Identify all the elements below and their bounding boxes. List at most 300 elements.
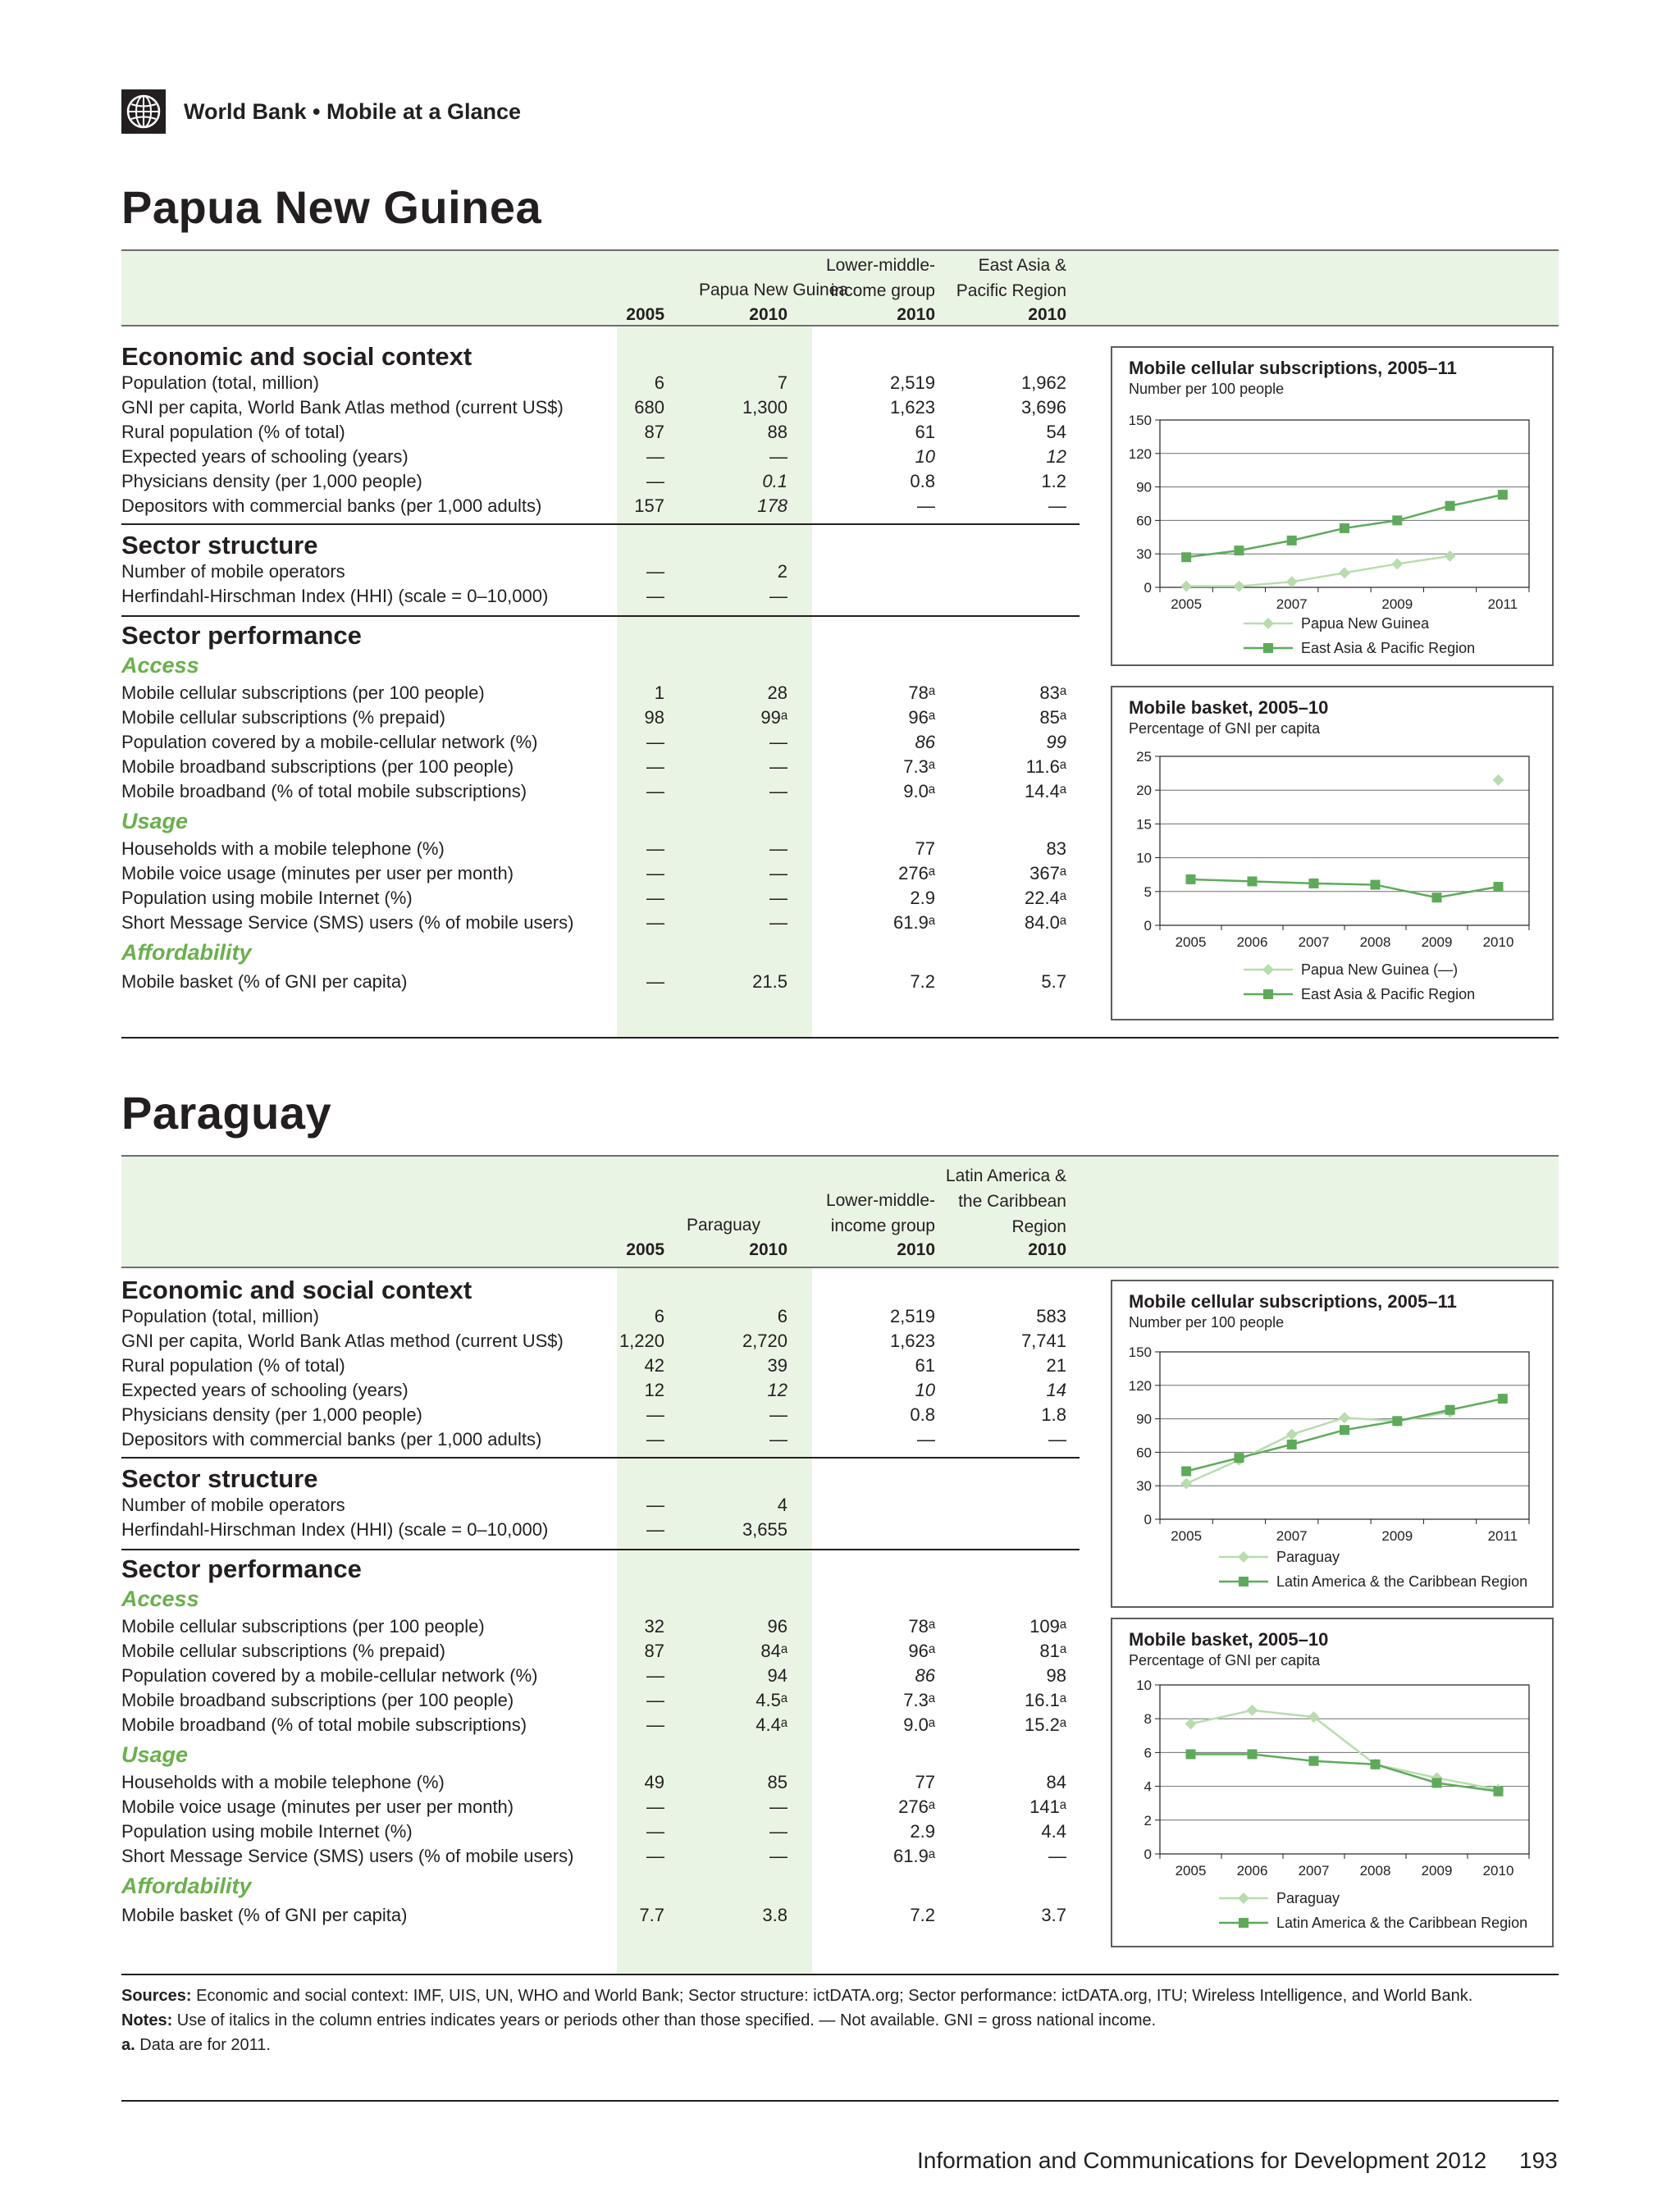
data-point <box>1391 558 1403 569</box>
row-value: 1,220 <box>619 1331 664 1351</box>
row-value: 12 <box>644 1380 664 1400</box>
row-value: 86 <box>915 1665 935 1686</box>
row-value: — <box>646 1404 664 1425</box>
table-row <box>121 681 1080 705</box>
table-row <box>121 1304 1080 1329</box>
data-point <box>1234 546 1244 555</box>
row-value: — <box>646 586 664 606</box>
table-row <box>121 1354 1080 1378</box>
row-value: 21 <box>1046 1355 1066 1376</box>
row-value: 81ᵃ <box>1039 1641 1066 1661</box>
legend-marker <box>1238 1551 1249 1563</box>
row-value: 1 <box>654 682 664 703</box>
data-point <box>1494 1787 1504 1796</box>
row-label: Number of mobile operators <box>121 561 345 582</box>
row-value: — <box>646 446 664 467</box>
y-tick-label: 120 <box>1128 445 1152 462</box>
data-point <box>1185 1718 1197 1729</box>
row-value: 21.5 <box>752 971 788 992</box>
row-value: 5.7 <box>1041 971 1066 992</box>
data-point <box>1180 1477 1192 1489</box>
chart-svg <box>1112 687 1552 1019</box>
data-point <box>1392 515 1402 525</box>
row-value: — <box>1048 1429 1066 1449</box>
row-value: — <box>646 1495 664 1515</box>
row-value: 78ᵃ <box>908 682 935 703</box>
legend-marker <box>1239 1577 1249 1586</box>
row-value: 1,962 <box>1020 372 1066 393</box>
chart-subtitle: Percentage of GNI per capita <box>1129 720 1321 737</box>
table-row <box>121 494 1080 518</box>
section-sector-structure: Sector structure <box>121 1464 318 1493</box>
table-row <box>121 705 1080 730</box>
row-value: 0.1 <box>762 471 788 491</box>
row-label: Mobile broadband (% of total mobile subscriptions) <box>121 1714 527 1735</box>
country-title: Paraguay <box>121 1087 332 1139</box>
data-point <box>1494 882 1504 892</box>
subsection-usage: Usage <box>121 809 189 833</box>
series-line <box>1191 1754 1499 1791</box>
y-tick-label: 120 <box>1128 1377 1152 1394</box>
row-value: 15.2ᵃ <box>1024 1714 1066 1735</box>
y-tick-label: 10 <box>1136 850 1152 866</box>
data-point <box>1248 876 1258 886</box>
row-value: 83ᵃ <box>1039 682 1066 703</box>
row-label: Depositors with commercial banks (per 1,000 adults) <box>121 495 542 516</box>
data-point <box>1234 1453 1244 1463</box>
table-row <box>121 1844 1080 1869</box>
row-value: 94 <box>767 1665 788 1686</box>
row-value: 276ᵃ <box>898 1796 935 1817</box>
row-value: — <box>769 781 788 801</box>
chart-subtitle: Number per 100 people <box>1129 381 1285 397</box>
row-value: 1,300 <box>742 397 788 418</box>
row-value: 39 <box>767 1355 788 1376</box>
table-row <box>121 395 1080 420</box>
plot-frame <box>1160 420 1529 587</box>
row-value: 77 <box>915 1772 935 1792</box>
row-value: 7.3ᵃ <box>903 1690 935 1710</box>
x-tick-label: 2005 <box>1171 1528 1203 1544</box>
x-tick-label: 2008 <box>1359 1863 1391 1879</box>
chart-svg <box>1112 1281 1552 1606</box>
table-row <box>121 1713 1080 1737</box>
header-rule <box>121 1267 1559 1268</box>
series-line <box>1186 556 1449 587</box>
footnote-notes: Notes: Use of italics in the column entries indicates years or periods other than those specified. — Not available. GNI = gross national income. <box>121 2011 1157 2029</box>
row-value: 141ᵃ <box>1029 1796 1066 1817</box>
row-value: 28 <box>767 682 788 703</box>
row-label: Expected years of schooling (years) <box>121 1380 409 1400</box>
table-row <box>121 584 1080 609</box>
row-value: 0.8 <box>910 471 935 491</box>
row-value: — <box>646 732 664 752</box>
x-tick-label: 2007 <box>1276 596 1308 612</box>
country-bottom-rule <box>121 1974 1559 1975</box>
row-value: — <box>1048 495 1066 516</box>
row-value: 7.2 <box>910 1905 935 1925</box>
row-label: Depositors with commercial banks (per 1,000 adults) <box>121 1429 542 1449</box>
data-point <box>1181 1467 1191 1477</box>
row-value: 4.4 <box>1041 1821 1066 1842</box>
subsection-affordability: Affordability <box>121 940 252 965</box>
subsection-access: Access <box>121 1586 199 1611</box>
publication-title: Information and Communications for Development 2012 <box>917 2148 1487 2173</box>
row-value: 3.8 <box>762 1905 788 1925</box>
row-value: 7.7 <box>639 1905 664 1925</box>
chart-box <box>1111 686 1554 1020</box>
row-value: 88 <box>767 422 788 442</box>
row-value: 2.9 <box>910 888 935 908</box>
row-value: 87 <box>644 1641 664 1661</box>
series-line <box>1191 1710 1499 1790</box>
row-value: — <box>646 1714 664 1735</box>
data-point <box>1286 1429 1298 1440</box>
chart-title: Mobile basket, 2005–10 <box>1129 1629 1329 1650</box>
row-value: 87 <box>644 422 664 442</box>
row-label: Population using mobile Internet (%) <box>121 1821 413 1842</box>
row-value: — <box>769 1821 788 1842</box>
row-value: 3.7 <box>1041 1905 1066 1925</box>
col-header-2005: 2005 <box>626 305 664 324</box>
footnote-sources: Sources: Economic and social context: IMF, UIS, UN, WHO and World Bank; Sector structure: ictDATA.org; Sector performance: ictDATA.org, ITU; Wireless Intelligence, and World Bank. <box>121 1987 1473 2005</box>
col-header-2010: 2010 <box>749 1240 788 1259</box>
y-tick-label: 0 <box>1144 580 1152 596</box>
row-value: — <box>646 781 664 801</box>
y-tick-label: 4 <box>1144 1778 1152 1795</box>
table-row <box>121 886 1080 911</box>
row-value: — <box>646 1429 664 1449</box>
row-label: Short Message Service (SMS) users (% of mobile users) <box>121 1846 574 1866</box>
y-tick-label: 0 <box>1144 1847 1152 1862</box>
chart-box <box>1111 1280 1554 1608</box>
row-value: — <box>646 1821 664 1842</box>
row-value: 98 <box>644 707 664 728</box>
x-tick-label: 2010 <box>1482 934 1514 950</box>
col-header-income-year: 2010 <box>897 1240 935 1259</box>
row-value: 83 <box>1046 838 1066 859</box>
row-label: Mobile cellular subscriptions (% prepaid) <box>121 1641 445 1661</box>
row-label: Short Message Service (SMS) users (% of mobile users) <box>121 912 574 933</box>
table-row <box>121 1518 1080 1542</box>
row-value: 9.0ᵃ <box>903 781 935 801</box>
col-header-country: Papua New Guinea <box>698 281 849 299</box>
globe-icon <box>121 89 166 134</box>
table-row <box>121 420 1080 445</box>
row-value: — <box>646 1665 664 1686</box>
x-tick-label: 2006 <box>1236 934 1268 950</box>
row-value: 3,696 <box>1020 397 1066 418</box>
footer-rule <box>121 2100 1559 2102</box>
row-value: 4.4ᵃ <box>756 1714 788 1735</box>
table-row <box>121 911 1080 935</box>
row-label: GNI per capita, World Bank Atlas method (current US$) <box>121 1331 564 1351</box>
row-value: — <box>646 471 664 491</box>
data-point <box>1181 552 1191 562</box>
row-value: — <box>646 756 664 777</box>
chart-svg <box>1112 1619 1552 1946</box>
row-value: — <box>769 446 788 467</box>
x-tick-label: 2005 <box>1175 934 1207 950</box>
row-value: 4.5ᵃ <box>756 1690 788 1710</box>
legend-marker <box>1263 643 1273 653</box>
data-point <box>1309 1756 1319 1766</box>
chart-title: Mobile basket, 2005–10 <box>1129 697 1329 718</box>
subsection-usage: Usage <box>121 1742 189 1767</box>
table-row <box>121 861 1080 886</box>
row-value: 3,655 <box>742 1519 788 1540</box>
y-tick-label: 90 <box>1136 1411 1152 1427</box>
row-value: 98 <box>1046 1665 1066 1686</box>
y-tick-label: 2 <box>1144 1812 1152 1828</box>
row-value: 109ᵃ <box>1029 1616 1066 1637</box>
table-row <box>121 1427 1080 1452</box>
row-value: 54 <box>1046 422 1066 442</box>
row-value: 367ᵃ <box>1029 863 1066 883</box>
section-rule <box>121 615 1080 617</box>
table-row <box>121 1639 1080 1664</box>
plot-frame <box>1160 1685 1529 1854</box>
row-label: Herfindahl-Hirschman Index (HHI) (scale = 0–10,000) <box>121 1519 549 1540</box>
row-label: Mobile basket (% of GNI per capita) <box>121 971 408 992</box>
section-sector-performance: Sector performance <box>121 1554 362 1583</box>
subsection-access: Access <box>121 653 199 678</box>
row-value: 2,720 <box>742 1331 788 1351</box>
table-row <box>121 755 1080 779</box>
x-tick-label: 2011 <box>1487 1528 1518 1544</box>
row-value: 49 <box>644 1772 664 1792</box>
legend-marker <box>1263 989 1273 999</box>
data-point <box>1287 536 1297 546</box>
row-value: 42 <box>644 1355 664 1376</box>
page-number: 193 <box>1519 2148 1558 2173</box>
legend-label: Paraguay <box>1276 1549 1340 1565</box>
data-point <box>1180 581 1192 592</box>
x-tick-label: 2007 <box>1298 1863 1330 1879</box>
y-tick-label: 60 <box>1136 513 1152 529</box>
data-point <box>1493 774 1504 786</box>
row-value: 10 <box>915 446 935 467</box>
table-row <box>121 1903 1080 1928</box>
data-point <box>1339 567 1350 578</box>
row-label: Households with a mobile telephone (%) <box>121 838 445 859</box>
col-header-income-year: 2010 <box>897 305 935 324</box>
legend-label: Papua New Guinea (—) <box>1301 961 1459 978</box>
data-point <box>1233 581 1244 592</box>
row-value: 22.4ᵃ <box>1024 888 1066 908</box>
row-label: Mobile voice usage (minutes per user per month) <box>121 863 514 883</box>
row-value: 1.8 <box>1041 1404 1066 1425</box>
subsection-affordability: Affordability <box>121 1874 252 1898</box>
row-value: 14 <box>1046 1380 1066 1400</box>
row-value: — <box>917 495 935 516</box>
col-header-income: Lower-middle- income group <box>825 256 935 300</box>
row-label: Rural population (% of total) <box>121 422 345 442</box>
row-value: — <box>646 561 664 582</box>
row-value: — <box>646 1796 664 1817</box>
col-header-2005: 2005 <box>626 1240 664 1259</box>
data-point <box>1432 892 1442 902</box>
data-point <box>1309 879 1319 888</box>
table-row <box>121 970 1080 994</box>
row-value: 583 <box>1036 1306 1066 1326</box>
section-sector-performance: Sector performance <box>121 621 362 650</box>
table-row <box>121 1664 1080 1688</box>
row-value: — <box>769 838 788 859</box>
row-value: 1,623 <box>889 397 935 418</box>
section-rule <box>121 523 1080 525</box>
row-label: Rural population (% of total) <box>121 1355 345 1376</box>
table-row <box>121 1329 1080 1354</box>
section-sector-structure: Sector structure <box>121 531 318 559</box>
data-point <box>1186 1749 1196 1759</box>
row-value: 32 <box>644 1616 664 1637</box>
col-header-2010: 2010 <box>749 305 788 324</box>
row-value: 2.9 <box>910 1821 935 1842</box>
x-tick-label: 2007 <box>1276 1528 1308 1544</box>
row-value: 96ᵃ <box>908 1641 935 1661</box>
legend-label: Latin America & the Caribbean Region <box>1276 1573 1528 1590</box>
country-title: Papua New Guinea <box>121 181 542 233</box>
y-tick-label: 10 <box>1136 1678 1152 1693</box>
y-tick-label: 60 <box>1136 1445 1152 1461</box>
table-row <box>121 1795 1080 1819</box>
x-tick-label: 2005 <box>1171 596 1203 612</box>
table-row <box>121 1819 1080 1844</box>
table-row <box>121 779 1080 804</box>
section-economic-context: Economic and social context <box>121 342 472 371</box>
row-value: — <box>769 888 788 908</box>
x-tick-label: 2007 <box>1298 934 1330 950</box>
legend-label: Latin America & the Caribbean Region <box>1276 1915 1528 1931</box>
row-value: 16.1ᵃ <box>1024 1690 1066 1710</box>
legend-marker <box>1239 1918 1249 1928</box>
plot-frame <box>1160 1352 1529 1519</box>
y-tick-label: 8 <box>1144 1711 1152 1728</box>
row-value: 99ᵃ <box>760 707 788 728</box>
y-tick-label: 6 <box>1144 1745 1152 1761</box>
data-point <box>1186 874 1196 884</box>
row-label: Mobile broadband (% of total mobile subscriptions) <box>121 781 527 801</box>
row-value: 61.9ᵃ <box>892 912 935 933</box>
row-value: — <box>646 912 664 933</box>
section-rule <box>121 1457 1080 1459</box>
row-value: — <box>646 1846 664 1866</box>
row-value: 178 <box>757 495 788 516</box>
row-value: 84.0ᵃ <box>1024 912 1066 933</box>
row-value: 1.2 <box>1041 471 1066 491</box>
row-value: 1,623 <box>889 1331 935 1351</box>
y-tick-label: 30 <box>1136 546 1152 563</box>
x-tick-label: 2009 <box>1421 1863 1453 1879</box>
row-label: Population using mobile Internet (%) <box>121 888 413 908</box>
data-point <box>1339 1412 1350 1423</box>
row-value: — <box>769 732 788 752</box>
legend-marker <box>1262 964 1274 975</box>
row-label: Population covered by a mobile-cellular network (%) <box>121 732 538 752</box>
x-tick-label: 2008 <box>1359 934 1391 950</box>
row-value: 0.8 <box>910 1404 935 1425</box>
data-point <box>1287 1440 1297 1449</box>
row-value: — <box>769 1846 788 1866</box>
row-value: 7 <box>777 372 788 393</box>
series-line <box>1186 1412 1449 1483</box>
row-value: — <box>769 912 788 933</box>
y-tick-label: 20 <box>1136 783 1152 799</box>
country-section-paraguay <box>121 1086 1559 1980</box>
row-value: 10 <box>915 1380 935 1400</box>
row-value: — <box>769 863 788 883</box>
y-tick-label: 90 <box>1136 479 1152 495</box>
row-value: — <box>646 1519 664 1540</box>
data-point <box>1445 550 1456 562</box>
row-value: — <box>917 1429 935 1449</box>
row-label: Physicians density (per 1,000 people) <box>121 471 422 491</box>
x-tick-label: 2011 <box>1487 596 1518 612</box>
x-tick-label: 2009 <box>1421 934 1453 950</box>
x-tick-label: 2005 <box>1175 1863 1207 1879</box>
row-value: 96 <box>767 1616 788 1637</box>
y-tick-label: 30 <box>1136 1478 1152 1495</box>
table-row <box>121 371 1080 395</box>
row-label: Herfindahl-Hirschman Index (HHI) (scale = 0–10,000) <box>121 586 549 606</box>
data-point <box>1340 523 1349 533</box>
row-value: — <box>769 1796 788 1817</box>
row-value: 6 <box>654 372 664 393</box>
data-point <box>1340 1425 1349 1435</box>
section-economic-context: Economic and social context <box>121 1276 472 1304</box>
col-header-region-year: 2010 <box>1028 1240 1066 1259</box>
row-label: Mobile cellular subscriptions (per 100 people) <box>121 682 485 703</box>
y-tick-label: 0 <box>1144 1512 1152 1527</box>
row-value: 6 <box>777 1306 788 1326</box>
data-point <box>1498 1394 1508 1404</box>
row-value: 12 <box>767 1380 788 1400</box>
row-value: — <box>769 586 788 606</box>
table-row <box>121 1403 1080 1427</box>
row-value: — <box>646 863 664 883</box>
table-row <box>121 1770 1080 1795</box>
data-point <box>1432 1778 1442 1787</box>
table-row <box>121 1493 1080 1518</box>
table-row <box>121 837 1080 861</box>
row-label: Mobile cellular subscriptions (per 100 people) <box>121 1616 485 1637</box>
table-row <box>121 1614 1080 1639</box>
data-point <box>1498 490 1508 500</box>
x-tick-label: 2009 <box>1381 1528 1413 1544</box>
row-value: 4 <box>777 1495 788 1515</box>
country-bottom-rule <box>121 1037 1559 1039</box>
row-label: Mobile broadband subscriptions (per 100 people) <box>121 1690 514 1710</box>
col-header-region: East Asia & Pacific Region <box>956 256 1066 300</box>
data-point <box>1247 1705 1258 1716</box>
col-header-region-year: 2010 <box>1028 305 1066 324</box>
row-value: 84ᵃ <box>760 1641 788 1661</box>
row-value: 61 <box>915 1355 935 1376</box>
chart-subtitle: Number per 100 people <box>1129 1314 1285 1331</box>
legend-label: East Asia & Pacific Region <box>1301 640 1476 656</box>
data-point <box>1445 501 1455 511</box>
row-value: — <box>769 1429 788 1449</box>
row-value: — <box>1048 1846 1066 1866</box>
page-header <box>121 89 521 135</box>
row-label: Mobile basket (% of GNI per capita) <box>121 1905 408 1925</box>
country-section-png <box>121 180 1559 1042</box>
row-label: Number of mobile operators <box>121 1495 345 1515</box>
chart-box <box>1111 1618 1554 1947</box>
y-tick-label: 150 <box>1128 413 1152 428</box>
row-value: — <box>646 1690 664 1710</box>
